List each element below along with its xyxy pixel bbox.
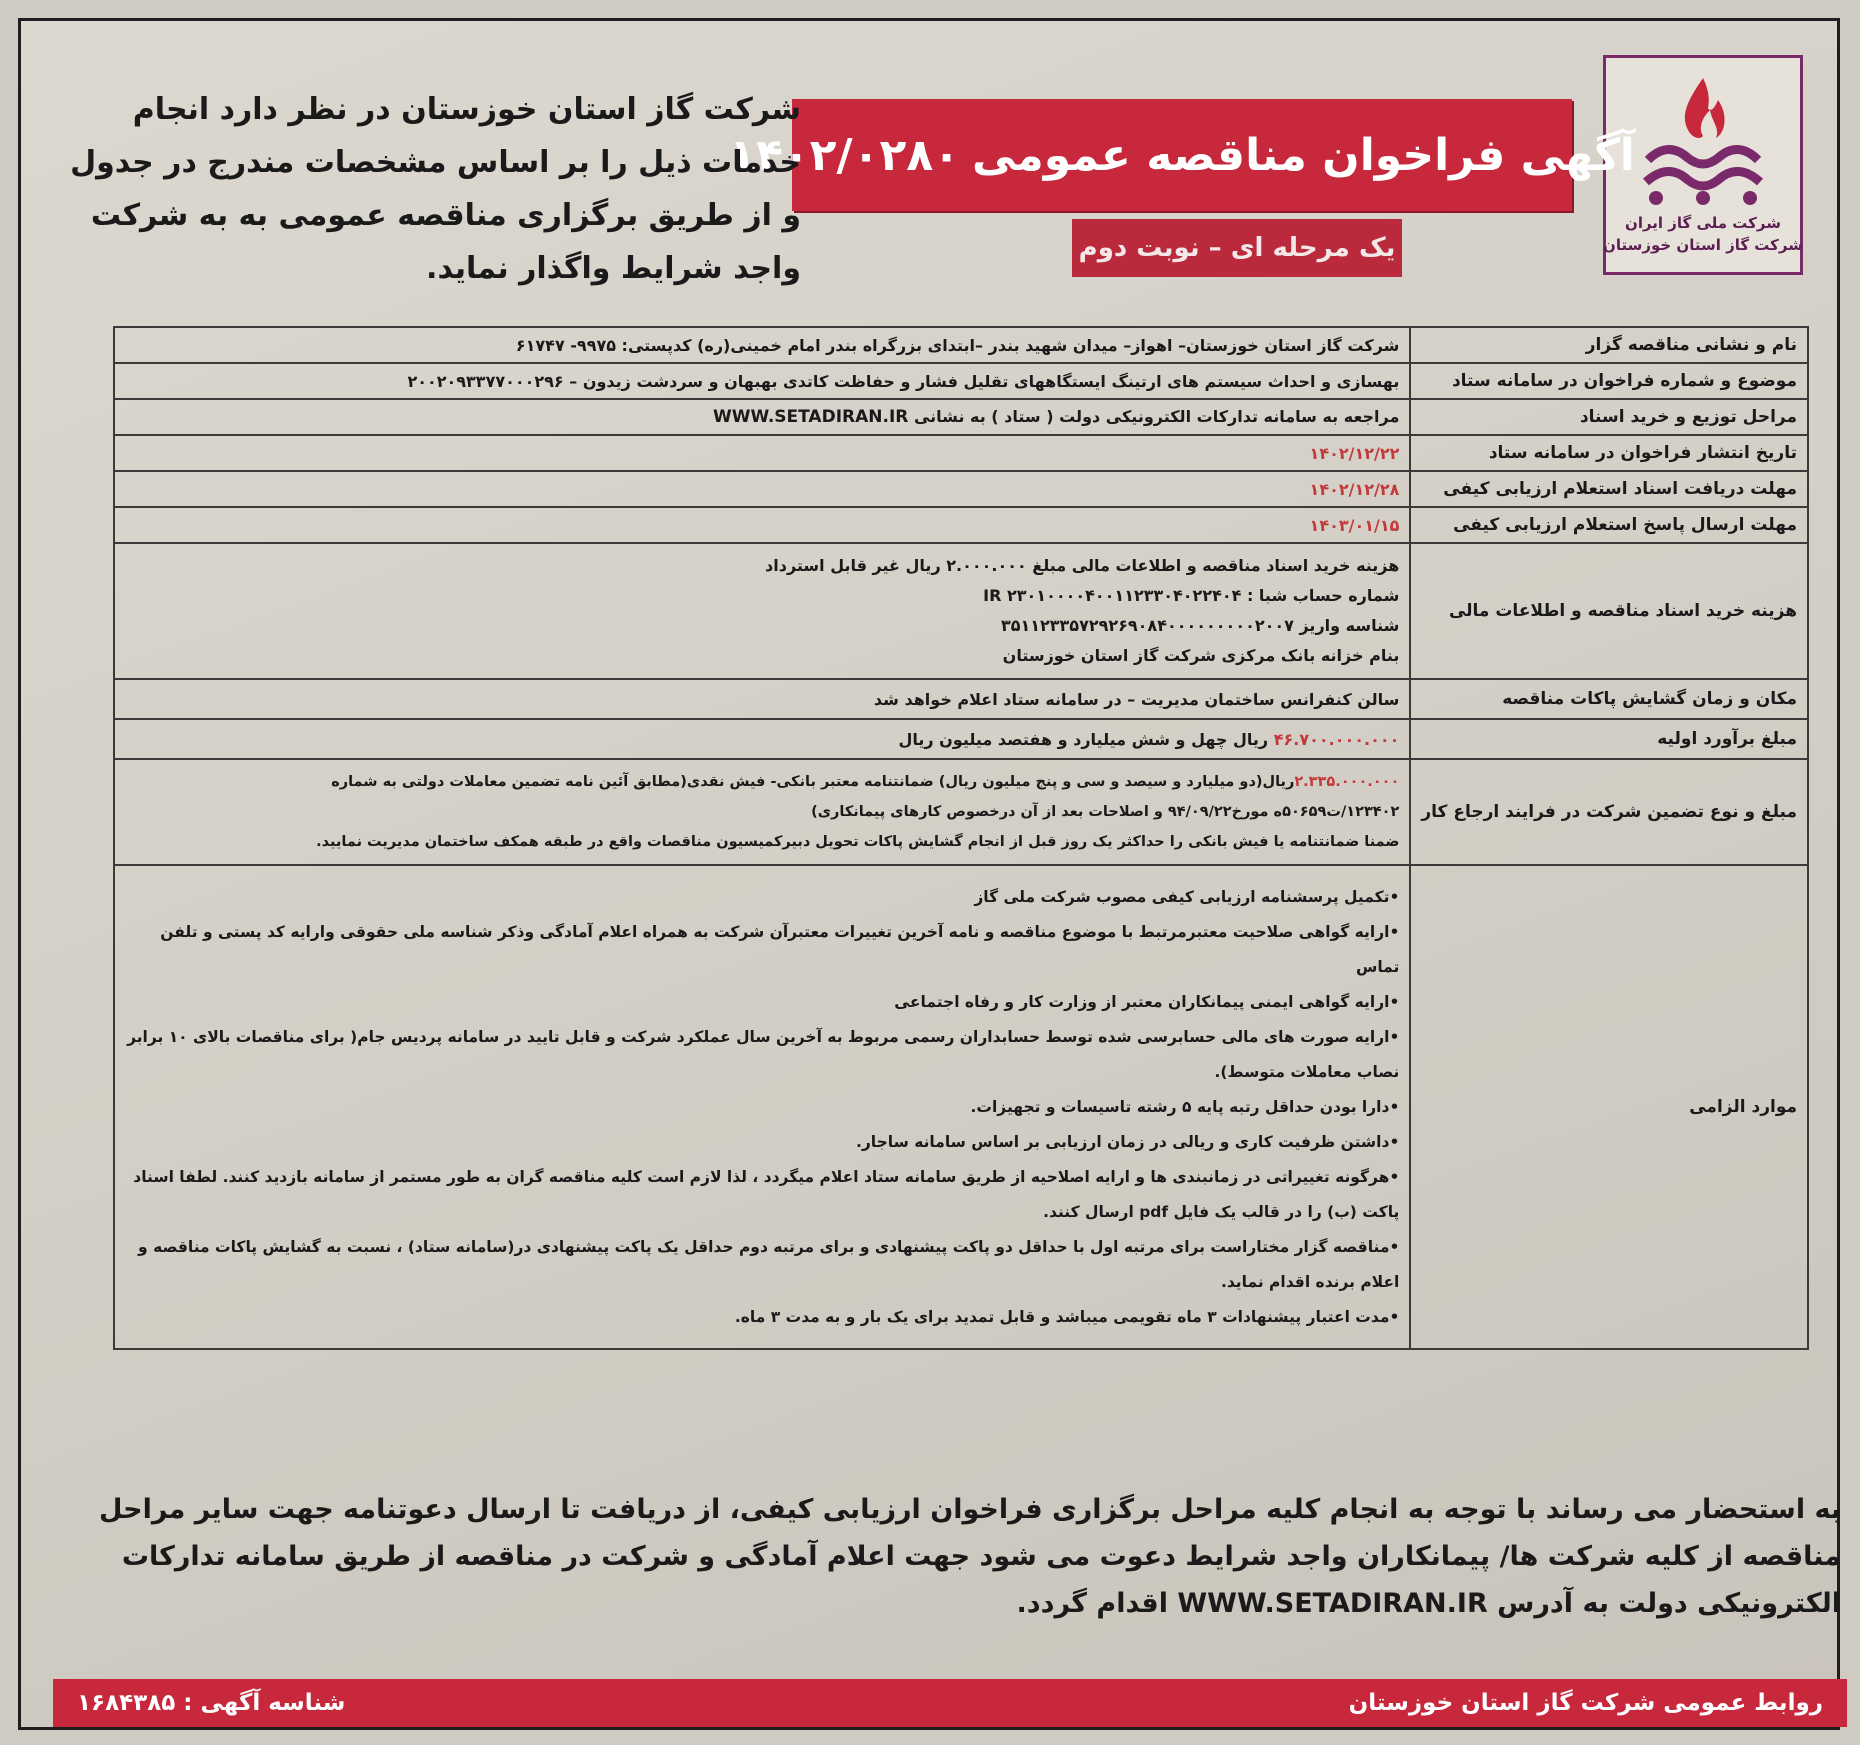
logo-text-khuzestan: شرکت گاز استان خوزستان: [1603, 236, 1803, 254]
row-value: [114, 399, 1410, 435]
sheba-number: شماره حساب شبا : IR ۲۳۰۱۰۰۰۰۴۰۰۱۱۲۳۳۰۴۰۲۲۴۰۴: [983, 586, 1400, 605]
row-value: بهسازی و احداث سیستم های ارتینگ ایستگاههای تقلیل فشار و حفاظت کاتدی بهبهان و سردشت زیدون – ۲۰۰۲۰۹۳۳۷۷۰۰۰۲۹۶: [114, 363, 1410, 399]
list-item: •دارا بودن حداقل رتبه پایه ۵ رشته تاسیسات و تجهیزات.: [970, 1097, 1400, 1116]
publish-date: ۱۴۰۲/۱۲/۲۲: [114, 435, 1410, 471]
guarantee-line-1: ۲.۳۳۵.۰۰۰.۰۰۰ریال(دو میلیارد و سیصد و سی و پنج میلیون ریال) ضمانتنامه معتبر بانکی- فیش نقدی(مطابق آئین نامه تضمین معاملات دولتی به شماره: [331, 774, 1400, 790]
row-label: مبلغ برآورد اولیه: [1410, 719, 1808, 759]
guarantee-amount: ۲.۳۳۵.۰۰۰.۰۰۰: [1294, 774, 1400, 790]
row-label: مراحل توزیع و خرید اسناد: [1410, 399, 1808, 435]
table-row: [114, 543, 1808, 679]
row-label: نام و نشانی مناقصه گزار: [1410, 327, 1808, 363]
table-row: [114, 679, 1808, 719]
deposit-id: شناسه واریز ۳۵۱۱۲۳۳۵۷۲۹۲۶۹۰۸۴۰۰۰۰۰۰۰۰۰۲۰۰۷: [1000, 616, 1400, 635]
row-value: [114, 719, 1410, 759]
row-value: سالن کنفرانس ساختمان مدیریت – در سامانه ستاد اعلام خواهد شد: [114, 679, 1410, 719]
table-row: [114, 865, 1808, 1349]
tender-details-table: [113, 326, 1809, 1350]
tender-number: ۱۴۰۲/۰۲۸۰: [729, 129, 961, 181]
guarantee-line-2: ۱۲۳۴۰۲/ت۵۰۶۵۹ه مورخ۹۴/۰۹/۲۲ و اصلاحات بعد از آن درخصوص کارهای پیمانکاری): [811, 804, 1400, 820]
tender-title-banner: [729, 99, 1635, 211]
requirements-list: [114, 865, 1410, 1349]
row-value: شرکت گاز استان خوزستان– اهواز– میدان شهید بندر –ابتدای بزرگراه بندر امام خمینی(ره) کدپستی: ۹۹۷۵- ۶۱۷۴۷: [114, 327, 1410, 363]
intro-text: شرکت گاز استان خوزستان در نظر دارد انجام خدمات ذیل را بر اساس مشخصات مندرج در جدول و از طریق برگزاری مناقصه عمومی به به شرکت واجد شرایط واگذار نماید.: [70, 92, 801, 286]
row-label: مهلت دریافت اسناد استعلام ارزیابی کیفی: [1410, 471, 1808, 507]
table-row: [114, 471, 1808, 507]
footer-bar: [53, 1679, 1847, 1727]
newspaper-ad: [18, 18, 1840, 1730]
guarantee-line-3: ضمنا ضمانتنامه یا فیش بانکی را حداکثر یک روز قبل از انجام گشایش پاکات تحویل دبیرکمیسیون مناقصات واقع در طبقه همکف ساختمان مدیریت نمایید.: [316, 834, 1400, 850]
list-item: •تکمیل پرسشنامه ارزیابی کیفی مصوب شرکت ملی گاز: [974, 887, 1400, 906]
row-label: مکان و زمان گشایش پاکات مناقصه: [1410, 679, 1808, 719]
document-fee: هزینه خرید اسناد مناقصه و اطلاعات مالی مبلغ ۲.۰۰۰.۰۰۰ ریال غیر قابل استرداد: [765, 556, 1400, 575]
row-label: مبلغ و نوع تضمین شرکت در فرایند ارجاع کار: [1410, 759, 1808, 865]
row-label: تاریخ انتشار فراخوان در سامانه ستاد: [1410, 435, 1808, 471]
list-item: •هرگونه تغییراتی در زمانبندی ها و ارایه اصلاحیه از طریق سامانه ستاد اعلام میگردد ، لذا لازم است کلیه مناقصه گران به طور مستمر از سامانه بازدید کنند. لطفا اسناد پاکت (ب) را در قالب یک فایل pdf ارسال کنند.: [133, 1167, 1400, 1221]
table-row: [114, 759, 1808, 865]
response-deadline: ۱۴۰۳/۰۱/۱۵: [114, 507, 1410, 543]
tender-title: آگهی فراخوان مناقصه عمومی: [972, 129, 1635, 181]
list-item: •داشتن ظرفیت کاری و ریالی در زمان ارزیابی بر اساس سامانه ساجار.: [855, 1132, 1400, 1151]
list-item: •مدت اعتبار پیشنهادات ۳ ماه تقویمی میباشد و قابل تمدید برای یک بار و به مدت ۳ ماه.: [734, 1307, 1400, 1326]
invitation-notice: به استحضار می رساند با توجه به انجام کلیه مراحل برگزاری فراخوان ارزیابی کیفی، از دریافت تا ارسال دعوتنامه جهت سایر مراحل مناقصه از کلیه شرکت ها/ پیمانکاران واجد شرایط دعوت می شود جهت اعلام آمادگی و شرکت در مناقصه از طریق سامانه تدارکات الکترونیکی دولت به آدرس WWW.SETADIRAN.IR اقدام گردد.: [99, 1494, 1841, 1619]
logo-text-nigc: شرکت ملی گاز ایران: [1625, 214, 1781, 232]
account-holder: بنام خزانه بانک مرکزی شرکت گاز استان خوزستان: [1002, 646, 1400, 665]
table-row: [114, 363, 1808, 399]
table-row: [114, 507, 1808, 543]
table-row: [114, 435, 1808, 471]
table-row: [114, 327, 1808, 363]
row-label: مهلت ارسال پاسخ استعلام ارزیابی کیفی: [1410, 507, 1808, 543]
setadiran-link[interactable]: WWW.SETADIRAN.IR: [712, 407, 909, 427]
estimate-amount: ۴۶.۷۰۰.۰۰۰.۰۰۰: [1273, 729, 1400, 749]
list-item: •ارایه گواهی صلاحیت معتبرمرتبط با موضوع مناقصه و نامه آخرین تغییرات معتبرآن شرکت به همراه اعلام آمادگی وذکر شناسه ملی حقوقی وارایه کد پستی و تلفن تماس: [160, 922, 1400, 976]
row-value: [114, 543, 1410, 679]
table-row: [114, 399, 1808, 435]
gas-flame-logo-icon: [1628, 70, 1778, 210]
public-relations-label: روابط عمومی شرکت گاز استان خوزستان: [1348, 1690, 1823, 1716]
row-label: موارد الزامی: [1410, 865, 1808, 1349]
list-item: •مناقصه گزار مختاراست برای مرتبه اول با حداقل دو پاکت پیشنهادی و برای مرتبه دوم حداقل یک پاکت پیشنهادی در(سامانه ستاد) ، نسبت به گشایش پاکات مناقصه و اعلام برنده اقدام نماید.: [138, 1237, 1400, 1291]
table-row: [114, 719, 1808, 759]
row-label: موضوع و شماره فراخوان در سامانه ستاد: [1410, 363, 1808, 399]
row-value: [114, 759, 1410, 865]
receive-deadline: ۱۴۰۲/۱۲/۲۸: [114, 471, 1410, 507]
tender-subtitle: یک مرحله ای – نوبت دوم: [1072, 219, 1402, 277]
estimate-words: ریال چهل و شش میلیارد و هفتصد میلیون ریال: [898, 729, 1269, 749]
list-item: •ارایه صورت های مالی حسابرسی شده توسط حسابداران رسمی مربوط به آخرین سال عملکرد شرکت و قابل تایید در سامانه پردیس جام( برای مناقصات بالای ۱۰ برابر نصاب معاملات متوسط).: [127, 1027, 1400, 1081]
documents-instruction: مراجعه به سامانه تدارکات الکترونیکی دولت ( ستاد ) به نشانی: [913, 407, 1400, 426]
ad-id: شناسه آگهی : ۱۶۸۴۳۸۵: [77, 1690, 346, 1716]
row-label: هزینه خرید اسناد مناقصه و اطلاعات مالی: [1410, 543, 1808, 679]
list-item: •ارایه گواهی ایمنی پیمانکاران معتبر از وزارت کار و رفاه اجتماعی: [894, 992, 1400, 1011]
